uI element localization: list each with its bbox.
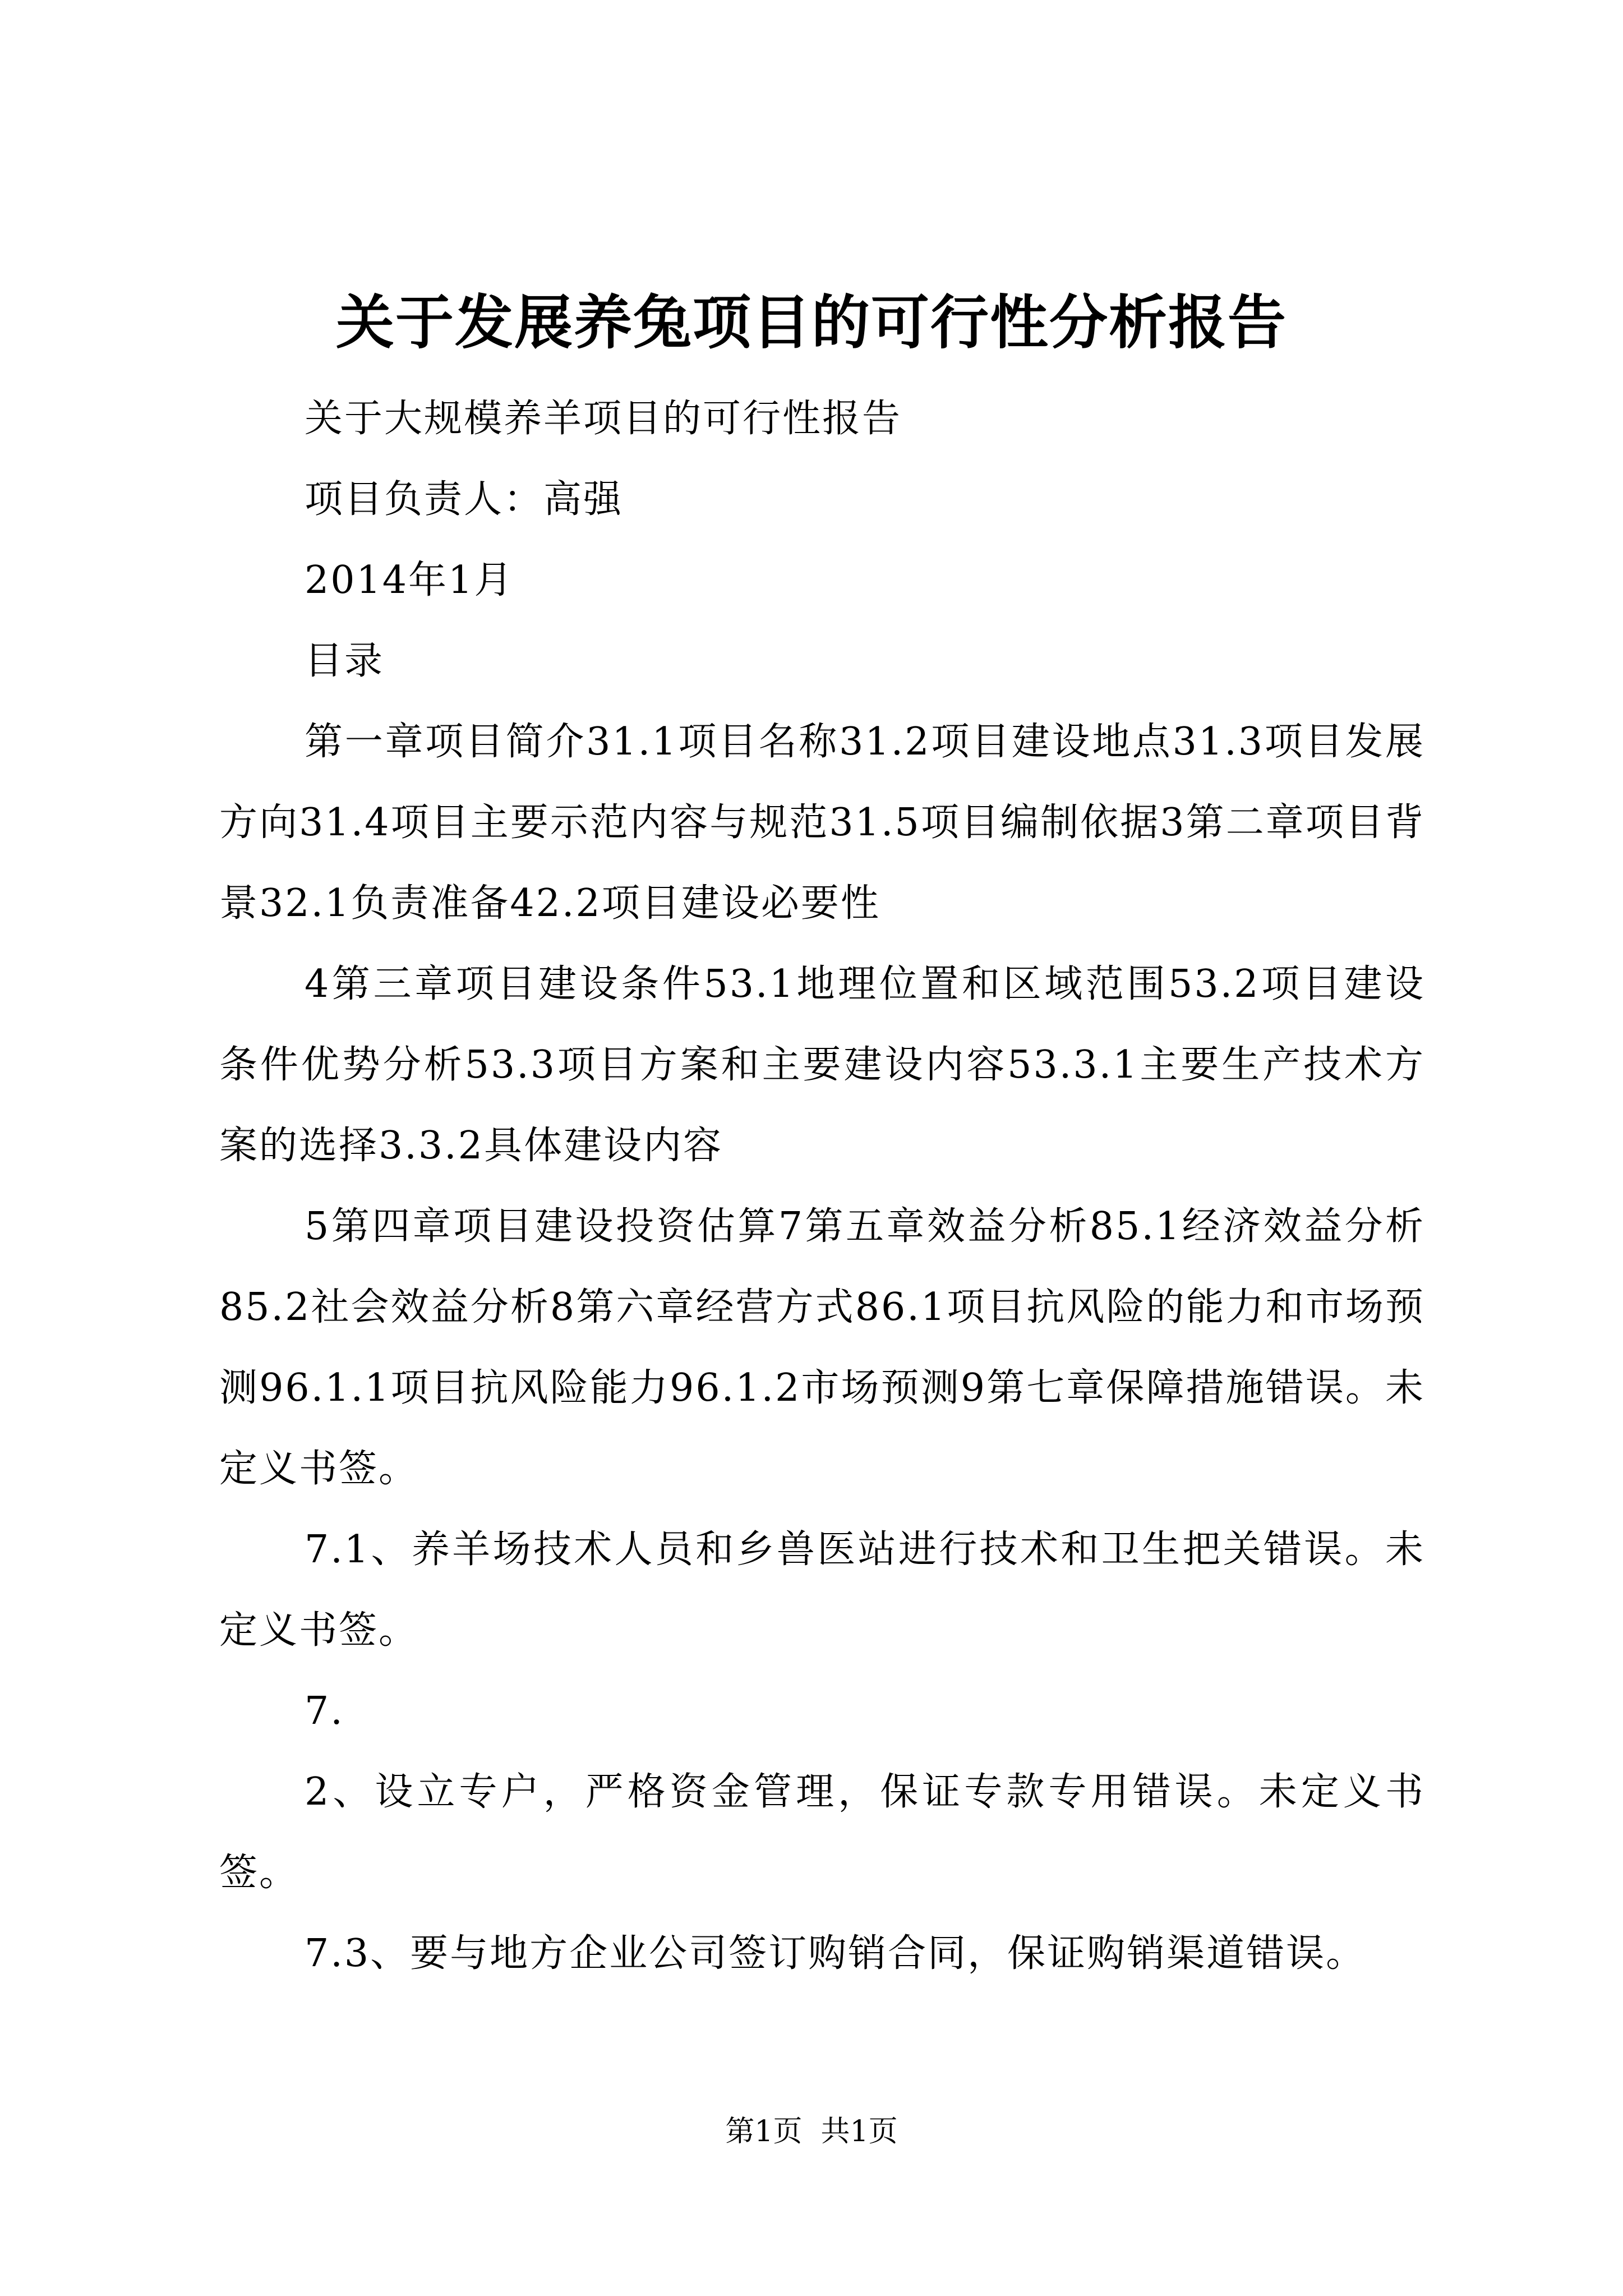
page-footer <box>0 2112 1623 2151</box>
document-body <box>219 379 1425 1994</box>
body-paragraph: 2、设立专户，严格资金管理，保证专款专用错误。未定义书签。 <box>219 1770 1425 1895</box>
date-paragraph: 2014年1月 <box>305 558 514 602</box>
page-number: 第1页 <box>725 2115 803 2148</box>
body-paragraph: 7.1、养羊场技术人员和乡兽医站进行技术和卫生把关错误。未定义书签。 <box>219 1527 1425 1653</box>
toc-paragraph: 4第三章项目建设条件53.1地理位置和区域范围53.2项目建设条件优势分析53.3项目方案和主要建设内容53.3.1主要生产技术方案的选择3.3.2具体建设内容 <box>219 962 1425 1168</box>
toc-paragraph: 第一章项目简介31.1项目名称31.2项目建设地点31.3项目发展方向31.4项目主要示范内容与规范31.5项目编制依据3第二章项目背景32.1负责准备42.2项目建设必要性 <box>219 720 1425 926</box>
body-paragraph: 7. <box>305 1689 344 1733</box>
subtitle-paragraph: 关于大规模养羊项目的可行性报告 <box>305 397 902 441</box>
project-lead-paragraph: 项目负责人：高强 <box>305 477 624 522</box>
toc-paragraph: 5第四章项目建设投资估算7第五章效益分析85.1经济效益分析85.2社会效益分析8第六章经营方式86.1项目抗风险的能力和市场预测96.1.1项目抗风险能力96.1.2市场预测9第七章保障措施错误。未定义书签。 <box>219 1204 1425 1491</box>
body-paragraph: 7.3、要与地方企业公司签订购销合同，保证购销渠道错误。 <box>305 1931 1366 1976</box>
document-title: 关于发展养兔项目的可行性分析报告 <box>335 288 1287 357</box>
toc-heading: 目录 <box>305 639 385 683</box>
page-total: 共1页 <box>820 2115 898 2148</box>
